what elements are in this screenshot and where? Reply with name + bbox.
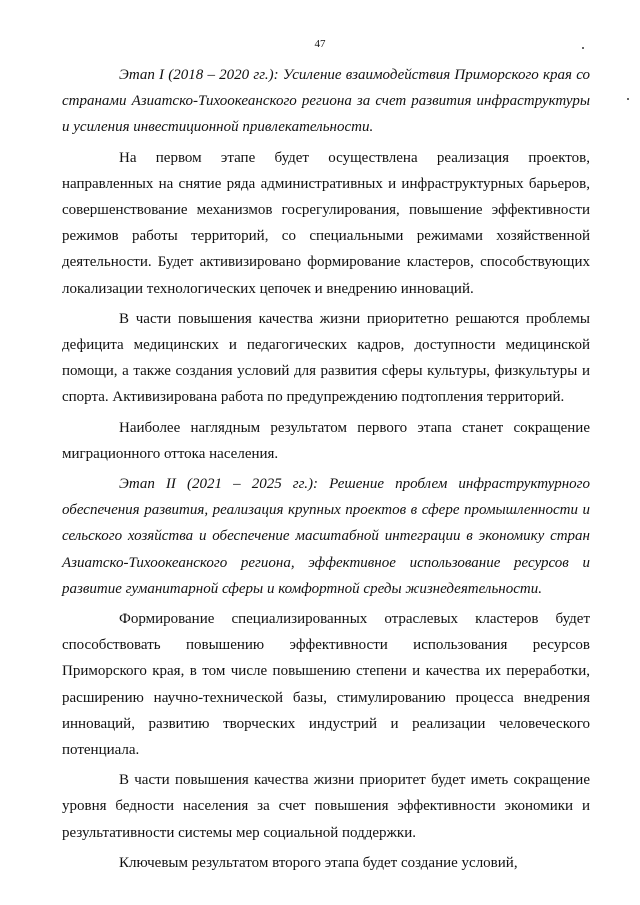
stage-2-heading: Этап II (2021 – 2025 гг.): Решение проблем инфраструктурного обеспечения развития, реализация крупных проектов в сфере промышленности и сельского хозяйства и обеспечение масштабной интеграции в экономику стран Азиатско-Тихоокеанского региона, эффективное использование ресурсов и развитие гуманитарной сферы и комфортной среды жизнедеятельности. [62, 476, 590, 597]
body-paragraph: В части повышения качества жизни приоритетно решаются проблемы дефицита медицинских и педагогических кадров, доступности медицинской помощи, а также создания условий для развития сферы культуры, физкультуры и спорта. Активизирована работа по предупреждению подтопления территорий. [62, 310, 590, 406]
scan-speck [627, 98, 629, 100]
body-paragraph: В части повышения качества жизни приоритет будет иметь сокращение уровня бедности населения за счет повышения эффективности экономики и результативности системы мер социальной поддержки. [62, 772, 590, 841]
stage-1-heading: Этап I (2018 – 2020 гг.): Усиление взаимодействия Приморского края со странами Азиатско-Тихоокеанского региона за счет развития инфраструктуры и усиления инвестиционной привлекательности. [62, 67, 590, 136]
page-number: 47 [314, 38, 326, 50]
body-paragraph: Формирование специализированных отраслевых кластеров будет способствовать повышению эффективности использования ресурсов Приморского края, в том числе повышению степени и качества их переработки, расширению научно-технической базы, стимулированию процесса внедрения инноваций, развитию творческих индустрий и реализации человеческого потенциала. [62, 611, 590, 759]
scan-speck [582, 47, 584, 49]
body-paragraph: На первом этапе будет осуществлена реализация проектов, направленных на снятие ряда административных и инфраструктурных барьеров, совершенствование механизмов госрегулирования, повышение эффективности режимов работы территорий, со специальными режимами хозяйственной деятельности. Будет активизировано формирование кластеров, способствующих локализации технологических цепочек и внедрению инноваций. [62, 149, 590, 297]
body-paragraph: Ключевым результатом второго этапа будет создание условий, [119, 854, 518, 871]
body-paragraph: Наиболее наглядным результатом первого этапа станет сокращение миграционного оттока населения. [62, 419, 590, 462]
document-body [62, 62, 590, 876]
